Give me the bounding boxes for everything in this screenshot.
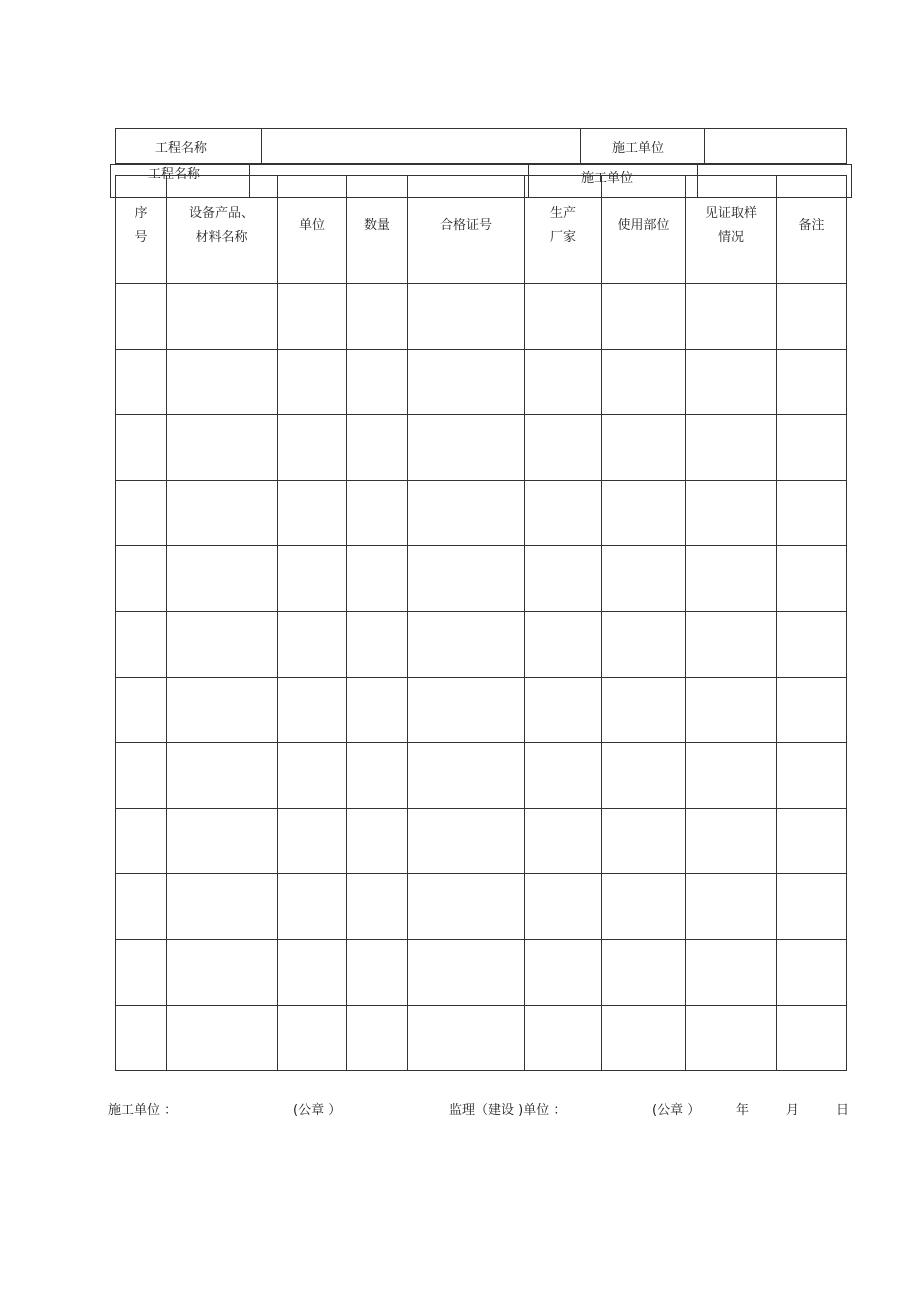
table-cell[interactable] <box>116 481 165 545</box>
table-cell[interactable] <box>116 874 165 938</box>
table-cell[interactable] <box>347 546 406 610</box>
table-cell[interactable] <box>408 284 523 348</box>
table-cell[interactable] <box>278 1006 345 1070</box>
table-cell[interactable] <box>347 612 406 676</box>
table-cell[interactable] <box>347 415 406 479</box>
table-cell[interactable] <box>525 481 600 545</box>
table-cell[interactable] <box>167 1006 276 1070</box>
table-cell[interactable] <box>602 1006 684 1070</box>
table-cell[interactable] <box>686 743 775 807</box>
table-cell[interactable] <box>116 415 165 479</box>
overlay-project-name-label: 工程名称 <box>148 167 201 182</box>
table-cell[interactable] <box>777 284 845 348</box>
table-cell[interactable] <box>686 809 775 873</box>
table-cell[interactable] <box>602 481 684 545</box>
table-cell[interactable] <box>278 940 345 1004</box>
table-cell[interactable] <box>116 743 165 807</box>
header-col-quantity: 数量 <box>363 218 390 233</box>
table-cell[interactable] <box>525 546 600 610</box>
table-cell[interactable] <box>347 874 406 938</box>
table-cell[interactable] <box>167 678 276 742</box>
footer-month: 月 <box>786 1103 800 1118</box>
table-cell[interactable] <box>777 678 845 742</box>
table-cell[interactable] <box>278 415 345 479</box>
table-cell[interactable] <box>116 612 165 676</box>
table-cell[interactable] <box>686 874 775 938</box>
table-cell[interactable] <box>777 809 845 873</box>
table-cell[interactable] <box>278 612 345 676</box>
table-cell[interactable] <box>777 940 845 1004</box>
table-cell[interactable] <box>525 612 600 676</box>
table-cell[interactable] <box>278 809 345 873</box>
project-name-label: 工程名称 <box>155 141 208 156</box>
table-cell[interactable] <box>777 546 845 610</box>
table-cell[interactable] <box>167 743 276 807</box>
table-cell[interactable] <box>686 481 775 545</box>
table-cell[interactable] <box>347 809 406 873</box>
table-cell[interactable] <box>686 284 775 348</box>
table-cell[interactable] <box>116 284 165 348</box>
footer-supervision-unit-label: 监理（建设 )单位 ： <box>449 1103 567 1118</box>
table-cell[interactable] <box>777 743 845 807</box>
table-cell[interactable] <box>167 940 276 1004</box>
table-cell[interactable] <box>167 546 276 610</box>
table-cell[interactable] <box>278 546 345 610</box>
construction-unit-field[interactable] <box>705 129 846 163</box>
table-cell[interactable] <box>525 1006 600 1070</box>
table-cell[interactable] <box>602 874 684 938</box>
table-cell[interactable] <box>525 350 600 414</box>
header-col-unit: 单位 <box>298 218 325 233</box>
table-cell[interactable] <box>347 940 406 1004</box>
table-cell[interactable] <box>602 350 684 414</box>
table-cell[interactable] <box>167 612 276 676</box>
table-cell[interactable] <box>347 1006 406 1070</box>
table-cell[interactable] <box>777 1006 845 1070</box>
table-cell[interactable] <box>777 612 845 676</box>
table-cell[interactable] <box>408 546 523 610</box>
table-cell[interactable] <box>525 678 600 742</box>
construction-unit-label: 施工单位 <box>612 141 665 156</box>
table-cell[interactable] <box>278 350 345 414</box>
table-cell[interactable] <box>602 284 684 348</box>
table-cell[interactable] <box>167 415 276 479</box>
footer-construction-unit-label: 施工单位 ： <box>108 1103 178 1118</box>
footer-year: 年 <box>736 1103 750 1118</box>
table-cell[interactable] <box>278 874 345 938</box>
table-cell[interactable] <box>408 940 523 1004</box>
table-cell[interactable] <box>347 743 406 807</box>
overlay-construction-unit-label: 施工单位 <box>581 171 634 186</box>
header-col-material-name: 设备产品、 材料名称 <box>188 206 254 245</box>
table-cell[interactable] <box>686 1006 775 1070</box>
table-cell[interactable] <box>525 284 600 348</box>
header-col-remarks: 备注 <box>798 218 825 233</box>
table-cell[interactable] <box>408 874 523 938</box>
top-divider <box>580 128 581 164</box>
table-cell[interactable] <box>408 743 523 807</box>
header-col-witness-sampling: 见证取样 情况 <box>704 206 757 245</box>
table-cell[interactable] <box>525 809 600 873</box>
table-cell[interactable] <box>116 350 165 414</box>
project-name-field[interactable] <box>262 129 579 163</box>
table-cell[interactable] <box>686 415 775 479</box>
table-cell[interactable] <box>167 284 276 348</box>
header-col-index: 序 号 <box>134 206 148 245</box>
table-cell[interactable] <box>408 1006 523 1070</box>
table-cell[interactable] <box>602 809 684 873</box>
table-cell[interactable] <box>116 1006 165 1070</box>
table-cell[interactable] <box>347 284 406 348</box>
table-cell[interactable] <box>347 350 406 414</box>
footer-seal-1: (公章 ） <box>293 1103 342 1118</box>
table-cell[interactable] <box>602 546 684 610</box>
table-cell[interactable] <box>525 874 600 938</box>
table-cell[interactable] <box>347 481 406 545</box>
table-cell[interactable] <box>602 415 684 479</box>
footer-seal-2: (公章 ） <box>652 1103 701 1118</box>
table-cell[interactable] <box>116 809 165 873</box>
header-col-usage-location: 使用部位 <box>617 218 670 233</box>
table-cell[interactable] <box>278 678 345 742</box>
table-cell[interactable] <box>602 743 684 807</box>
table-cell[interactable] <box>408 612 523 676</box>
table-cell[interactable] <box>602 612 684 676</box>
table-cell[interactable] <box>525 415 600 479</box>
table-cell[interactable] <box>686 678 775 742</box>
table-cell[interactable] <box>777 415 845 479</box>
table-cell[interactable] <box>408 415 523 479</box>
table-cell[interactable] <box>777 874 845 938</box>
table-cell[interactable] <box>408 481 523 545</box>
header-col-certificate-no: 合格证号 <box>439 218 492 233</box>
table-cell[interactable] <box>278 284 345 348</box>
table-cell[interactable] <box>167 481 276 545</box>
table-cell[interactable] <box>602 678 684 742</box>
header-col-manufacturer: 生产 厂家 <box>549 206 576 245</box>
table-cell[interactable] <box>167 874 276 938</box>
table-cell[interactable] <box>777 350 845 414</box>
table-cell[interactable] <box>686 350 775 414</box>
table-cell[interactable] <box>347 678 406 742</box>
table-cell[interactable] <box>686 546 775 610</box>
table-cell[interactable] <box>116 940 165 1004</box>
table-cell[interactable] <box>408 809 523 873</box>
table-cell[interactable] <box>525 743 600 807</box>
table-cell[interactable] <box>116 678 165 742</box>
table-cell[interactable] <box>278 743 345 807</box>
table-cell[interactable] <box>686 940 775 1004</box>
table-cell[interactable] <box>116 546 165 610</box>
table-cell[interactable] <box>408 678 523 742</box>
table-cell[interactable] <box>278 481 345 545</box>
table-cell[interactable] <box>777 481 845 545</box>
table-cell[interactable] <box>167 350 276 414</box>
footer-day: 日 <box>836 1103 850 1118</box>
table-cell[interactable] <box>408 350 523 414</box>
table-cell[interactable] <box>602 940 684 1004</box>
table-cell[interactable] <box>686 612 775 676</box>
table-cell[interactable] <box>525 940 600 1004</box>
table-cell[interactable] <box>167 809 276 873</box>
